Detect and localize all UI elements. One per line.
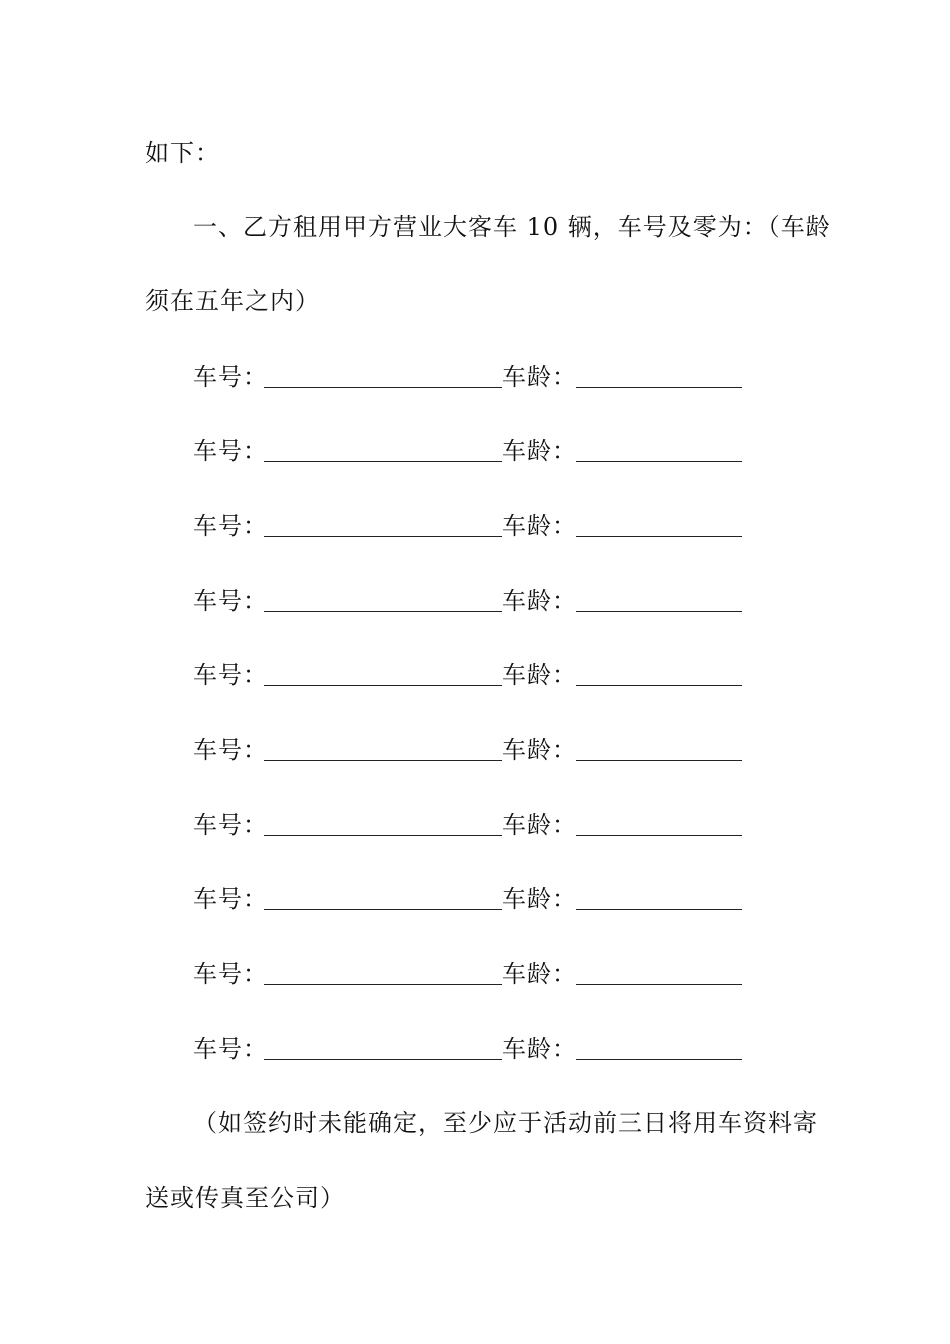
plate-label: 车号： [193, 736, 268, 764]
vehicle-row [193, 585, 753, 619]
clause-1-line-2: 须在五年之内） [145, 287, 320, 315]
age-blank[interactable] [576, 685, 742, 686]
age-label: 车龄： [502, 811, 577, 839]
age-label: 车龄： [502, 587, 577, 615]
age-label: 车龄： [502, 960, 577, 988]
age-label: 车龄： [502, 736, 577, 764]
age-label: 车龄： [502, 512, 577, 540]
plate-blank[interactable] [264, 909, 502, 910]
intro-text: 如下： [145, 139, 220, 167]
plate-label: 车号： [193, 512, 268, 540]
age-label: 车龄： [502, 437, 577, 465]
vehicle-row [193, 659, 753, 693]
vehicle-row [193, 435, 753, 469]
plate-blank[interactable] [264, 461, 502, 462]
age-label: 车龄： [502, 363, 577, 391]
age-blank[interactable] [576, 387, 742, 388]
plate-label: 车号： [193, 363, 268, 391]
age-blank[interactable] [576, 760, 742, 761]
age-blank[interactable] [576, 461, 742, 462]
age-label: 车龄： [502, 885, 577, 913]
plate-blank[interactable] [264, 685, 502, 686]
vehicle-row [193, 734, 753, 768]
plate-label: 车号： [193, 437, 268, 465]
age-blank[interactable] [576, 984, 742, 985]
age-label: 车龄： [502, 1035, 577, 1063]
plate-blank[interactable] [264, 387, 502, 388]
vehicle-row [193, 361, 753, 395]
plate-label: 车号： [193, 661, 268, 689]
plate-blank[interactable] [264, 984, 502, 985]
vehicle-row [193, 1033, 753, 1067]
age-blank[interactable] [576, 909, 742, 910]
age-blank[interactable] [576, 611, 742, 612]
age-label: 车龄： [502, 661, 577, 689]
plate-label: 车号： [193, 811, 268, 839]
vehicle-row [193, 958, 753, 992]
vehicle-row [193, 510, 753, 544]
age-blank[interactable] [576, 536, 742, 537]
age-blank[interactable] [576, 835, 742, 836]
note-line-1: （如签约时未能确定，至少应于活动前三日将用车资料寄 [193, 1109, 818, 1137]
note-line-2: 送或传真至公司） [145, 1184, 345, 1212]
plate-label: 车号： [193, 960, 268, 988]
plate-blank[interactable] [264, 536, 502, 537]
clause-1-line-1: 一、乙方租用甲方营业大客车 10 辆，车号及零为：（车龄 [193, 213, 831, 241]
plate-label: 车号： [193, 885, 268, 913]
age-blank[interactable] [576, 1059, 742, 1060]
plate-blank[interactable] [264, 1059, 502, 1060]
plate-blank[interactable] [264, 835, 502, 836]
plate-label: 车号： [193, 1035, 268, 1063]
vehicle-row [193, 809, 753, 843]
plate-blank[interactable] [264, 611, 502, 612]
vehicle-row [193, 883, 753, 917]
plate-label: 车号： [193, 587, 268, 615]
plate-blank[interactable] [264, 760, 502, 761]
